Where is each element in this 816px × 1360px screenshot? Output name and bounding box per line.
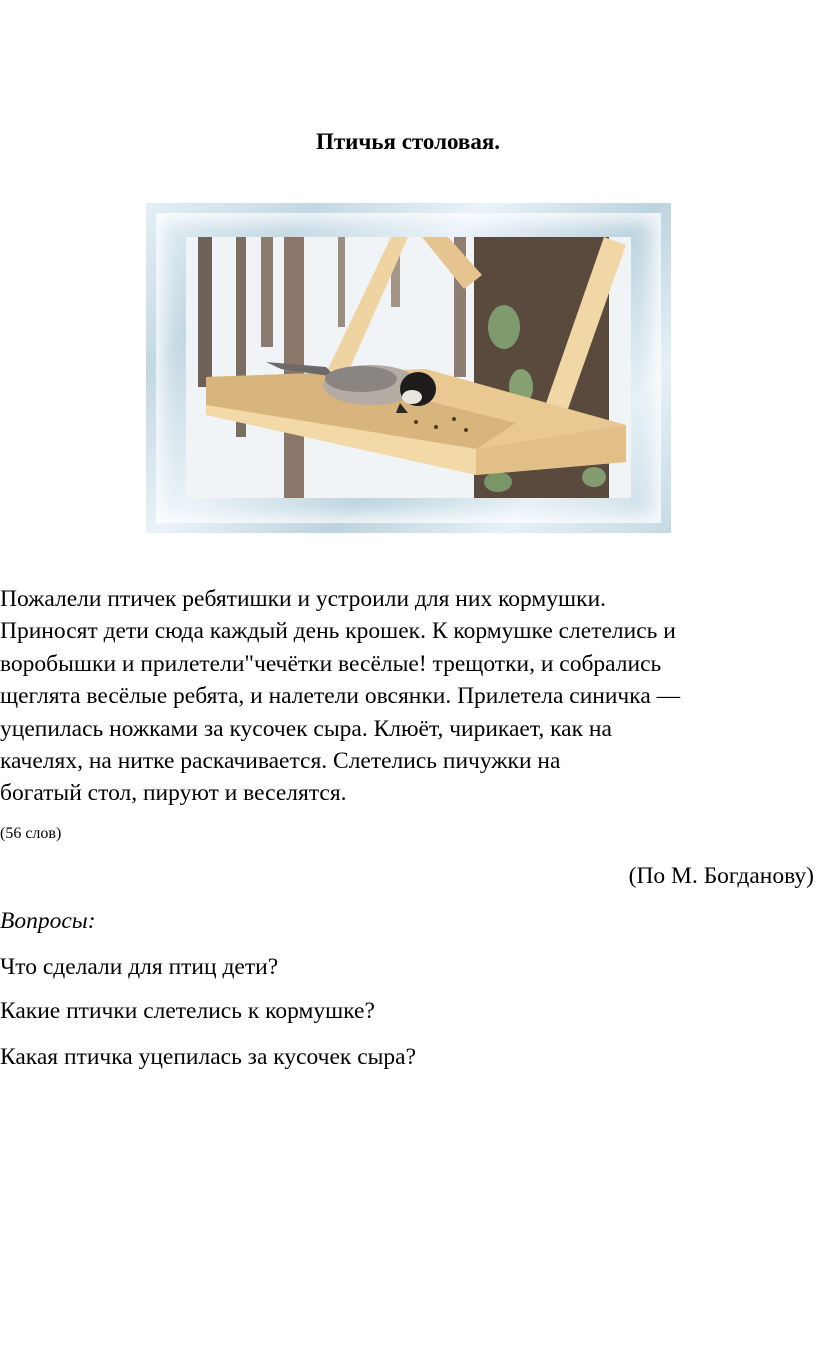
question-item: Какая птичка уцепилась за кусочек сыра? [0,1044,417,1070]
page-title: Птичья столовая. [315,129,501,154]
paragraph-line: уцепилась ножками за кусочек сыра. Клюёт, чирикает, как на [0,715,612,742]
word-count: (56 слов) [0,825,62,842]
background-tree [338,237,345,327]
background-tree [198,237,212,387]
paragraph-line: богатый стол, пируют и веселятся. [0,780,347,807]
bird-feeder-illustration [186,237,631,498]
bird-feeder-photo [186,237,631,498]
paragraph-line: качелях, на нитке раскачивается. Слетелись пичужки на [0,747,561,774]
lichen [484,472,512,492]
paragraph-line: Пожалели птичек ребятишки и устроили для них кормушки. [0,586,607,612]
question-item: Какие птички слетелись к кормушке? [0,998,375,1024]
paragraph-line: воробышки и прилетели"чечётки весёлые! трещотки, и собрались [0,650,662,677]
questions-heading: Вопросы: [0,908,96,934]
main-paragraph [0,583,680,810]
author-attribution: (По М. Богданову) [628,863,814,889]
paragraph-line: щеглята весёлые ребята, и налетели овсянки. Прилетела синичка — [0,683,681,710]
lichen [582,467,606,487]
paragraph-line: Приносят дети сюда каждый день крошек. К кормушке слетелись и [0,618,676,645]
lichen [488,305,520,349]
question-item: Что сделали для птиц дети? [0,954,279,980]
background-tree [261,237,273,347]
